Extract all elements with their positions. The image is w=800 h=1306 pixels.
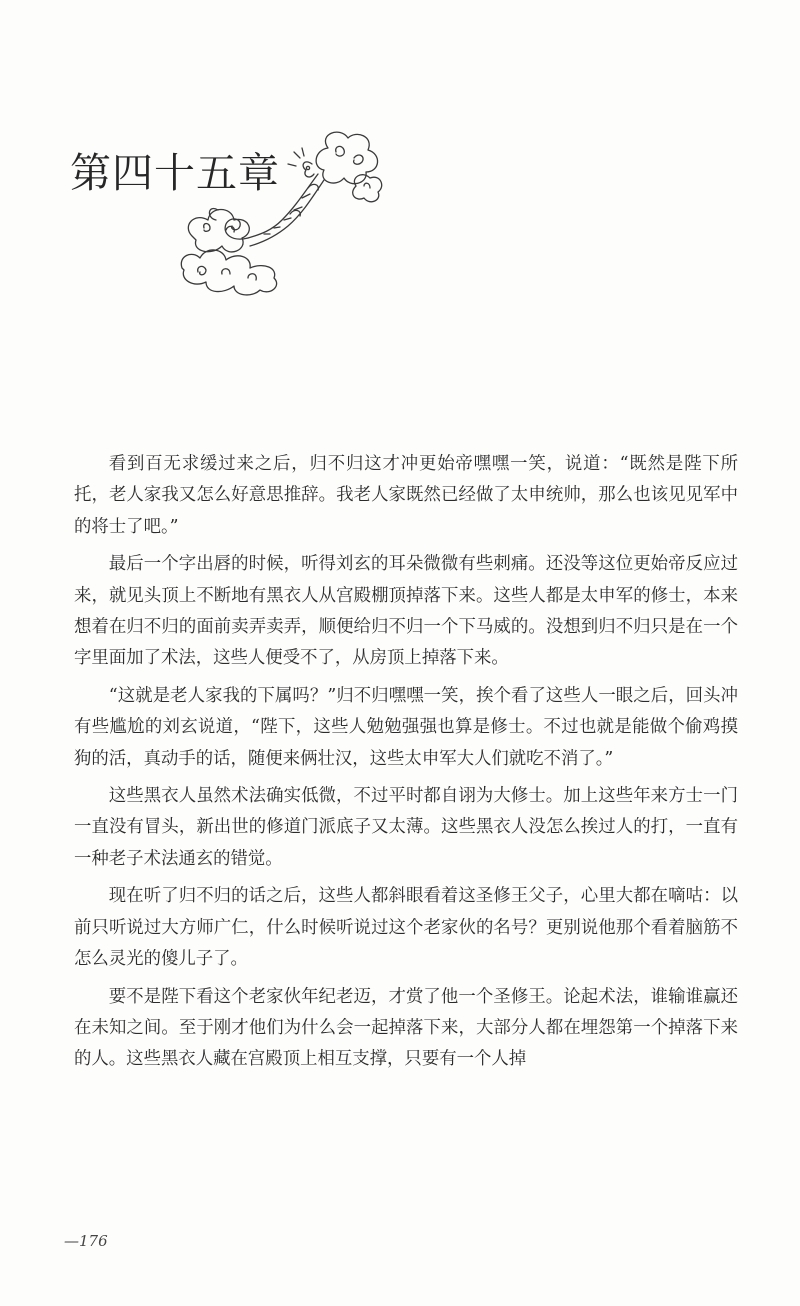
body-text [74, 449, 738, 1082]
paragraph: 这些黑衣人虽然术法确实低微，不过平时都自诩为大修士。加上这些年来方士一门一直没有冒头，新出世的修道门派底子又太薄。这些黑衣人没怎么挨过人的打，一直有一种老子术法通玄的错觉。 [74, 786, 738, 869]
paragraph: 要不是陛下看这个老家伙年纪老迈，才赏了他一个圣修王。论起术法，谁输谁赢还在未知之间。至于刚才他们为什么会一起掉落下来，大部分人都在埋怨第一个掉落下来的人。这些黑衣人藏在宫殿顶上相互支撑，只要有一个人掉 [74, 986, 738, 1070]
paragraph: 看到百无求缓过来之后，归不归这才冲更始帝嘿嘿一笑，说道：“既然是陛下所托，老人家我又怎么好意思推辞。我老人家既然已经做了太申统帅，那么也该见见军中的将士了吧。” [74, 454, 738, 537]
paragraph: 最后一个字出唇的时候，听得刘玄的耳朵微微有些刺痛。还没等这位更始帝反应过来，就见头顶上不断地有黑衣人从宫殿棚顶掉落下来。这些人都是太申军的修士，本来想着在归不归的面前卖弄卖弄，顺便给归不归一个下马威的。没想到归不归只是在一个字里面加了术法，这些人便受不了，从房顶上掉落下来。 [74, 554, 738, 669]
chapter-title: 第四十五章 [70, 149, 280, 197]
page-number: —176 [64, 1232, 108, 1250]
cloud-dragon-ornament-icon [178, 128, 386, 298]
paragraph: “这就是老人家我的下属吗？”归不归嘿嘿一笑，挨个看了这些人一眼之后，回头冲有些尴尬的刘玄说道，“陛下，这些人勉勉强强也算是修士。不过也就是能做个偷鸡摸狗的活，真动手的话，随便来俩壮汉，这些太申军大人们就吃不消了。” [74, 685, 738, 769]
paragraph: 现在听了归不归的话之后，这些人都斜眼看着这圣修王父子，心里大都在嘀咕：以前只听说过大方师广仁，什么时候听说过这个老家伙的名号？更别说他那个看着脑筋不怎么灵光的傻儿子了。 [74, 886, 738, 970]
